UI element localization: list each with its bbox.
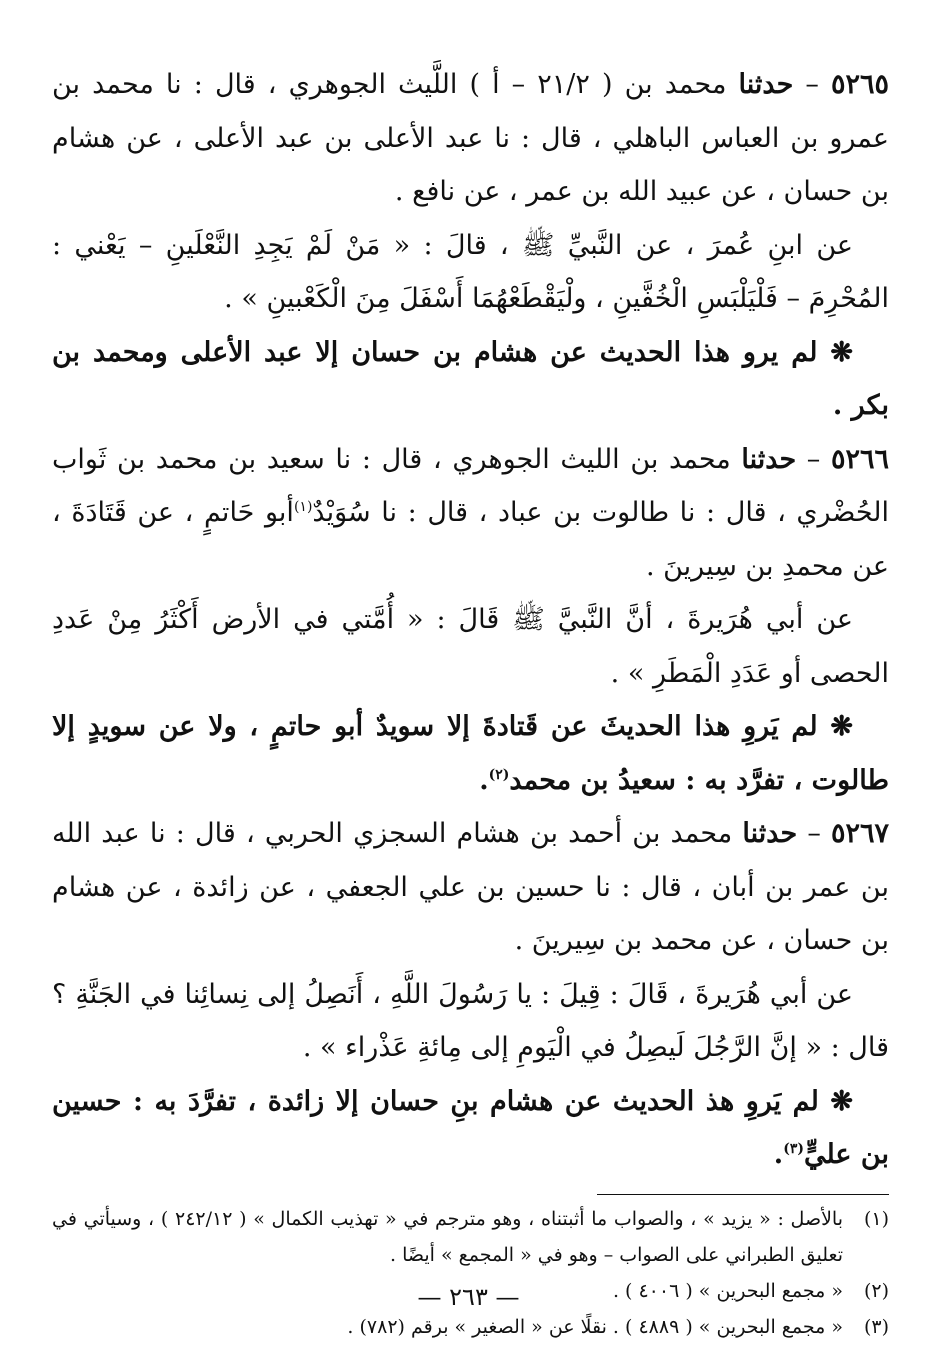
isnad-text: محمد بن أحمد بن هشام السجزي الحربي ، قال : نا عبد الله بن عمر بن أبان ، قال : نا حسين بن علي الجعفي ، عن زائدة ، عن هشام بن حسان ، عن محمد بن سِيرينَ . <box>52 818 889 956</box>
footnotes <box>52 1201 889 1345</box>
hadith-matn: عن ابنِ عُمرَ ، عن النَّبيِّ ﷺ ، قالَ : « مَنْ لَمْ يَجِدِ النَّعْلَينِ – يَعْني : المُحْرِمَ – فَلْيَلْبَسِ الْخُفَّينِ ، ولْيَقْطَعْهُمَا أَسْفَلَ مِنَ الْكَعْبينِ » . <box>52 229 889 314</box>
hadith-isnad: ٥٢٦٧ – حدثنا محمد بن أحمد بن هشام السجزي الحربي ، قال : نا عبد الله بن عمر بن أبان ، قال : نا حسين بن علي الجعفي ، عن زائدة ، عن هشام بن حسان ، عن محمد بن سِيرينَ . <box>52 818 889 956</box>
hadith-note: ❋ لم يَروِ هذا الحديثَ عن قَتادةَ إلا سويدٌ أبو حاتمٍ ، ولا عن سويدٍ إلا طالوت ، تفرَّد به : سعيدُ بن محمد$^{(٢)}$. <box>52 711 889 796</box>
isnad-label: حدثنا <box>742 818 798 849</box>
hadith-number: ٥٢٦٥ <box>830 69 889 100</box>
main-text <box>52 58 889 1182</box>
isnad-text: محمد بن ( ٢١/٢ – أ ) اللَّيث الجوهري ، قال : نا محمد بن عمرو بن العباس الباهلي ، قال : نا عبد الأعلى بن عبد الأعلى ، عن هشام بن حسان ، عن عبيد الله بن عمر ، عن نافع . <box>52 69 889 207</box>
hadith-matn: عن أبي هُرَيرةَ ، قَالَ : قِيلَ : يا رَسُولَ اللَّهِ ، أَنَصِلُ إلى نِسائِنا في الجَنَّةِ ؟ قال : « إنَّ الرَّجُلَ لَيصِلُ في الْيَومِ إلى مِائةِ عَذْراء » . <box>52 978 889 1063</box>
hadith-isnad: ٥٢٦٥ – حدثنا محمد بن ( ٢١/٢ – أ ) اللَّيث الجوهري ، قال : نا محمد بن عمرو بن العباس الباهلي ، قال : نا عبد الأعلى بن عبد الأعلى ، عن هشام بن حسان ، عن عبيد الله بن عمر ، عن نافع . <box>52 69 889 207</box>
isnad-label: حدثنا <box>738 69 794 100</box>
footnote-text: « مجمع البحرين » ( ٤٠٠٦ ) . <box>612 1279 843 1302</box>
footnote-number: (٢) <box>863 1279 889 1302</box>
footnote-number: (٣) <box>863 1315 889 1338</box>
note-marker: ❋ <box>830 711 853 742</box>
hadith-note: ❋ لم يرو هذا الحديث عن هشام بن حسان إلا عبد الأعلى ومحمد بن بكر . <box>52 336 889 421</box>
footnote-number: (١) <box>863 1207 889 1230</box>
hadith-isnad: ٥٢٦٦ – حدثنا محمد بن الليث الجوهري ، قال : نا سعيد بن محمد بن ثَواب الحُضْري ، قال : نا طالوت بن عباد ، قال : نا سُوَيْدٌ$^{(١)}$أبو حَاتمٍ ، عن قَتَادَةَ ، عن محمدِ بن سِيرينَ . <box>52 443 889 582</box>
footnote-text: بالأصل : « يزيد » ، والصواب ما أثبتناه ، وهو مترجم في « تهذيب الكمال » ( ٢٤٢/١٢ ) ، وسيأتي في تعليق الطبراني على الصواب – وهو في « المجمع » أيضًا . <box>52 1207 843 1266</box>
footnote-item <box>52 1309 889 1345</box>
isnad-label: حدثنا <box>741 443 797 475</box>
note-marker: ❋ <box>830 336 854 368</box>
footnote-item <box>52 1201 889 1273</box>
hadith-matn: عن أبي هُرَيرةَ ، أنَّ النَّبيَّ ﷺ قَالَ : « أُمَّتي في الأرض أَكْثَرُ مِنْ عَددِ الحصى أو عَدَدِ الْمَطَرِ » . <box>52 604 889 689</box>
footnote-separator <box>597 1194 889 1195</box>
hadith-number: ٥٢٦٧ <box>830 818 889 849</box>
note-marker: ❋ <box>830 1085 854 1117</box>
footnote-ref: (٢) <box>488 766 510 783</box>
hadith-note: ❋ لم يَروِ هذ الحديث عن هشام بنِ حسان إلا زائدة ، تفرَّدَ به : حسين بن عليٍّ$^{(٣)}$. <box>52 1085 889 1170</box>
page-number: — ٢٦٣ — <box>417 1283 520 1311</box>
footnote-ref: (١) <box>293 499 313 515</box>
hadith-number: ٥٢٦٦ <box>830 443 889 475</box>
footnote-text: « مجمع البحرين » ( ٤٨٨٩ ) . نقلًا عن « الصغير » برقم (٧٨٢) . <box>347 1315 843 1338</box>
footnote-ref: (٣) <box>783 1141 804 1157</box>
